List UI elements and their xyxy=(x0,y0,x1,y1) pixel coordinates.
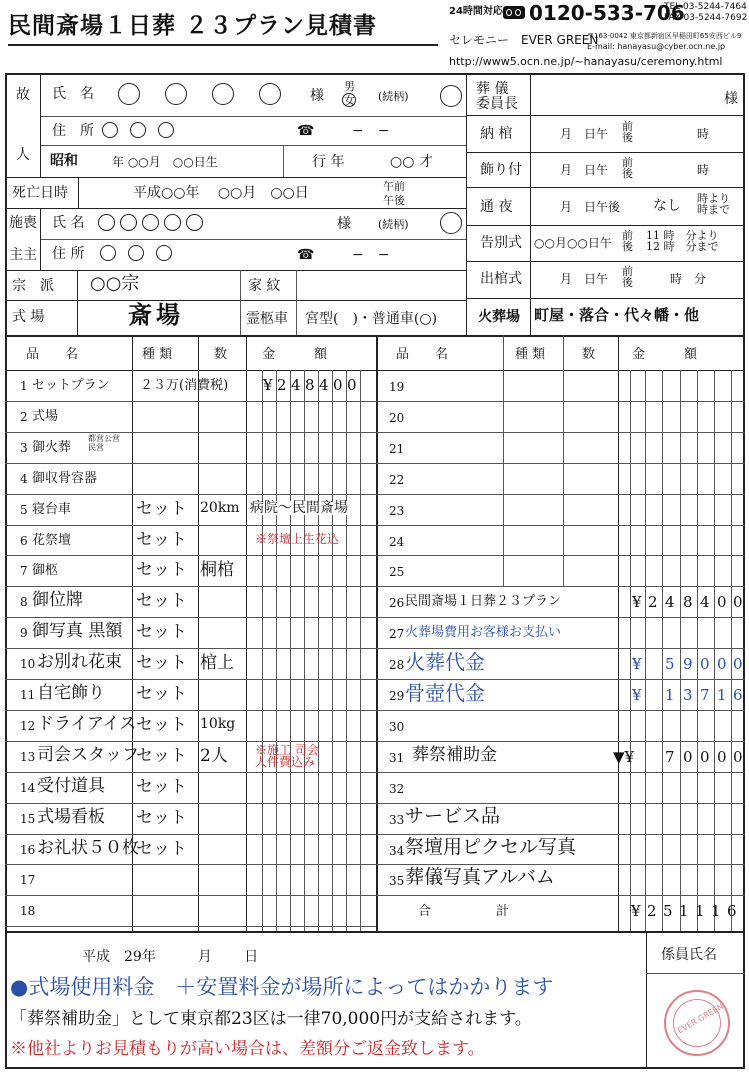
amount-digit: 1 xyxy=(717,686,727,704)
row-number: 21 xyxy=(389,441,405,456)
table-header: 数 xyxy=(582,347,596,362)
company-url: http://www5.ocn.ne.jp/~hanayasu/ceremony.html xyxy=(449,55,723,68)
digit-column-line xyxy=(714,370,715,931)
amount-digit: 8 xyxy=(683,593,693,612)
table-row-line xyxy=(376,617,745,618)
item-name: 御火葬 xyxy=(32,439,72,455)
total-digit: ¥ xyxy=(631,902,641,921)
amount-digit: 0 xyxy=(717,655,727,674)
table-bottom-border xyxy=(5,931,745,933)
digit-column-line xyxy=(697,370,698,931)
table-row-line xyxy=(5,525,376,526)
chief-relation-circle xyxy=(440,212,462,234)
row-number: 16 xyxy=(20,842,36,857)
table-column-line xyxy=(246,335,247,931)
row-number: 8 xyxy=(20,595,28,610)
digit-column-line xyxy=(360,370,361,931)
committee-sama: 様 xyxy=(724,91,738,107)
table-row-line xyxy=(376,555,745,556)
table-top-border xyxy=(5,335,745,337)
currency-sign: ¥ xyxy=(632,593,642,612)
crest-label: 家 紋 xyxy=(248,278,281,294)
digit-column-line xyxy=(276,370,277,931)
total-digit: 2 xyxy=(647,902,657,921)
birth-date: 年 ○○月 ○○日生 xyxy=(112,155,218,169)
row-number: 2 xyxy=(20,409,28,424)
row-number: 6 xyxy=(20,533,28,548)
table-row-line xyxy=(376,401,745,402)
amount-digit: 4 xyxy=(700,593,710,612)
table-header: 品 名 xyxy=(26,347,79,362)
row-number: 30 xyxy=(389,719,405,734)
item-type: セット xyxy=(136,776,187,797)
amount-digit: 0 xyxy=(333,376,343,394)
table-row-line xyxy=(5,772,376,773)
item-name: 御位牌 xyxy=(32,590,83,611)
item-type: セット xyxy=(136,498,187,519)
currency-sign: ¥ xyxy=(632,686,642,704)
digit-column-line xyxy=(332,370,333,931)
schedule-ampm: 前 後 xyxy=(622,229,633,253)
digit-column-line xyxy=(304,370,305,931)
estimate-date: 平成 29年 月 日 xyxy=(82,949,259,965)
item-name: 葬儀写真アルバム xyxy=(405,866,555,889)
amount-digit: 0 xyxy=(717,747,727,766)
amount-digit: 4 xyxy=(319,376,329,394)
relation-circle xyxy=(440,85,462,107)
row-number: 27 xyxy=(389,627,405,642)
item-name: 自宅飾り xyxy=(37,683,105,703)
item-type: セット xyxy=(136,745,187,766)
total-label: 合 計 xyxy=(418,904,510,920)
amount-digit: 0 xyxy=(347,376,357,394)
gender-female: 女 xyxy=(344,94,355,107)
row-number: 1 xyxy=(20,379,28,393)
address-circle xyxy=(102,122,118,138)
footer-note-refund: ※他社よりお見積もりが高い場合は、差額分ご返金致します。 xyxy=(10,1039,485,1059)
item-type: セット xyxy=(136,653,187,674)
item-type: セット xyxy=(136,714,187,735)
item-type: セット xyxy=(136,560,187,581)
amount-digit: 0 xyxy=(700,747,710,766)
schedule-label: 納 棺 xyxy=(480,126,513,142)
amount-digit: 7 xyxy=(665,747,675,766)
row-number: 10 xyxy=(20,657,36,672)
table-row-line xyxy=(376,525,745,526)
company-stamp xyxy=(664,990,730,1056)
company-address: 〒163-0042 東京都新宿区早稲田町65安西ビル9 xyxy=(587,32,742,40)
row-number: 35 xyxy=(389,874,405,889)
phone-icon: ☎ xyxy=(297,123,315,139)
item-name: お礼状５０枚 xyxy=(37,837,139,858)
table-row-line xyxy=(5,648,376,649)
row-number: 3 xyxy=(20,440,28,455)
table-row-line xyxy=(5,494,376,495)
table-row-line xyxy=(5,926,376,927)
table-row-line xyxy=(376,864,745,865)
stamp-text: EVER GREEN xyxy=(675,1001,726,1036)
death-date: 平成○○年 ○○月 ○○日 xyxy=(133,185,309,201)
item-remark: ※祭壇上生花込 xyxy=(255,531,340,546)
deceased-label: 故 xyxy=(16,87,30,103)
sama-label: 様 xyxy=(310,88,324,104)
relation-label: (続柄) xyxy=(378,90,409,103)
digit-column-line xyxy=(290,370,291,931)
committee-label: 葬 儀 委員長 xyxy=(476,81,518,112)
company-email: E-mail: hanayasu@cyber.ocn.ne.jp xyxy=(587,42,726,51)
row-number: 33 xyxy=(389,812,405,827)
amount-digit: 8 xyxy=(305,376,315,394)
item-name: 受付道具 xyxy=(37,775,105,796)
digit-column-line xyxy=(346,370,347,931)
row-number: 31 xyxy=(389,750,405,765)
item-name: 御写真 黒額 xyxy=(32,621,123,642)
hearse-value: 宮型( )・普通車(○) xyxy=(305,311,438,327)
schedule-date: 月 日午 xyxy=(560,127,609,141)
age-label: 行 年 xyxy=(312,154,345,170)
item-qty: 2人 xyxy=(200,745,228,766)
item-name: 司会スタッフ xyxy=(37,744,139,765)
name-circle xyxy=(259,83,281,105)
amount-digit: 3 xyxy=(683,686,693,704)
table-row-line xyxy=(376,463,745,464)
row-number: 7 xyxy=(20,564,28,579)
row-number: 19 xyxy=(389,380,405,394)
title-underline xyxy=(8,44,438,46)
row-number: 32 xyxy=(389,781,405,796)
table-row-line xyxy=(376,679,745,680)
table-row-line xyxy=(5,834,376,835)
item-name: 式場 xyxy=(32,408,59,424)
row-number: 22 xyxy=(389,472,405,487)
row-number: 12 xyxy=(20,718,36,733)
amount-digit: 1 xyxy=(665,686,675,704)
item-name: お別れ花束 xyxy=(37,652,122,673)
address-circle xyxy=(158,122,174,138)
chief-phone-dash: − − xyxy=(352,247,390,263)
item-name: 御収骨容器 xyxy=(32,470,98,486)
footer-note-venue-fee: ●式場使用料金 ＋安置料金が場所によってはかかります xyxy=(10,975,554,999)
venue-value: 斎場 xyxy=(128,300,184,329)
digit-column-line xyxy=(645,370,646,931)
table-header-line xyxy=(5,370,376,371)
item-name: セットプラン xyxy=(32,378,110,393)
amount-digit: 6 xyxy=(733,686,743,704)
item-qty: 桐棺 xyxy=(200,560,234,581)
item-type: セット xyxy=(136,529,187,550)
table-row-line xyxy=(5,432,376,433)
fax-number: FAX 03-5244-7692 xyxy=(664,13,748,23)
table-row-line xyxy=(376,895,745,896)
table-row-line xyxy=(376,432,745,433)
chief-name-label: 氏 名 xyxy=(52,215,85,231)
item-name: 御柩 xyxy=(32,563,59,579)
table-row-line xyxy=(376,772,745,773)
table-row-line xyxy=(5,741,376,742)
pm-label: 午後 xyxy=(383,194,405,207)
amount-digit: 0 xyxy=(717,593,727,612)
item-type: セット xyxy=(136,807,187,828)
amount-digit: 2 xyxy=(648,593,658,612)
schedule-time: 時 xyxy=(697,163,710,177)
digit-column-line xyxy=(262,370,263,931)
digit-column-line xyxy=(630,370,631,931)
row-number: 13 xyxy=(20,749,36,764)
table-row-line xyxy=(376,494,745,495)
amount-digit: 5 xyxy=(665,655,675,674)
gender-male: 男 xyxy=(344,80,355,93)
total-digit: 1 xyxy=(679,902,689,921)
death-label: 死亡日時 xyxy=(12,185,68,201)
name-label: 氏 名 xyxy=(52,86,94,102)
chief-sama: 様 xyxy=(337,216,351,232)
amount-digit: 9 xyxy=(683,655,693,674)
staff-label: 係員氏名 xyxy=(661,947,717,963)
table-header: 金 額 xyxy=(262,347,328,362)
total-digit: 6 xyxy=(727,902,737,921)
hours-label: 24時間対応 xyxy=(449,6,503,17)
row-number: 23 xyxy=(389,503,405,518)
table-header: 品 名 xyxy=(396,347,449,362)
item-type: セット xyxy=(136,591,187,612)
item-type: ２３万(消費税) xyxy=(140,378,229,393)
amount-digit: 0 xyxy=(683,747,693,766)
table-row-line xyxy=(5,679,376,680)
item-route: 病院〜民間斎場 xyxy=(250,499,348,516)
row-number: 20 xyxy=(389,410,405,425)
total-digit: 1 xyxy=(711,902,721,921)
table-column-line xyxy=(618,335,619,931)
table-row-line xyxy=(5,803,376,804)
schedule-ampm: 前 後 xyxy=(622,265,633,289)
schedule-ampm: 前 後 xyxy=(622,156,633,180)
item-name: 祭壇用ピクセル写真 xyxy=(405,835,577,858)
table-row-line xyxy=(376,741,745,742)
schedule-time: 11 時 分より 12 時 分まで xyxy=(646,229,719,253)
row-number: 15 xyxy=(20,811,36,826)
tel-number: TEL 03-5244-7464 xyxy=(664,2,747,12)
address-circle xyxy=(130,122,146,138)
amount-digit: 2 xyxy=(277,376,287,394)
info-divider xyxy=(466,73,467,335)
schedule-none: なし xyxy=(653,198,681,214)
table-header: 金 額 xyxy=(632,347,698,362)
row-number: 26 xyxy=(389,596,405,611)
name-circle xyxy=(212,83,234,105)
schedule-date: ○○月○○日午 xyxy=(534,236,612,250)
schedule-time: 時 分 xyxy=(670,272,707,286)
row-number: 34 xyxy=(389,843,405,858)
table-row-line xyxy=(5,401,376,402)
amount-digit: 7 xyxy=(700,686,710,704)
chief-address-label: 住 所 xyxy=(52,246,85,262)
table-header: 数 xyxy=(214,347,228,362)
table-row-line xyxy=(5,710,376,711)
table-column-line xyxy=(563,335,564,586)
item-name: 葬祭補助金 xyxy=(412,744,497,765)
freedial-number: 0120-533-706 xyxy=(529,1,685,25)
person-label: 人 xyxy=(16,147,30,163)
table-row-line xyxy=(376,803,745,804)
schedule-label: 告別式 xyxy=(480,235,522,251)
table-row-line xyxy=(5,555,376,556)
amount-digit: 4 xyxy=(665,593,675,612)
item-type: セット xyxy=(136,684,187,704)
currency-sign: ▼¥ xyxy=(613,747,635,766)
schedule-ampm: 前 後 xyxy=(622,120,633,144)
item-type: セット xyxy=(136,838,187,859)
hearse-label: 霊柩車 xyxy=(246,311,288,327)
footer-note-subsidy: 「葬祭補助金」として東京都23区は一律70,000円が支給されます。 xyxy=(10,1009,532,1029)
name-circle xyxy=(118,83,140,105)
crematorium-value: 町屋・落合・代々幡・他 xyxy=(534,306,700,324)
table-row-line xyxy=(376,834,745,835)
venue-label: 式 場 xyxy=(12,309,45,325)
currency-sign: ¥ xyxy=(632,655,642,674)
row-number: 14 xyxy=(20,780,36,795)
item-name: 花祭壇 xyxy=(32,532,72,548)
schedule-label: 出棺式 xyxy=(480,271,522,287)
chief-relation: (続柄) xyxy=(378,218,409,231)
item-name: 式場看板 xyxy=(37,806,105,827)
schedule-label: 飾り付 xyxy=(480,162,522,178)
item-remark: ※施工 司会 人件費込み xyxy=(255,742,319,770)
row-number: 25 xyxy=(389,565,405,580)
row-number: 24 xyxy=(389,534,405,549)
address-label: 住 所 xyxy=(52,123,94,139)
digit-column-line xyxy=(731,370,732,931)
row-number: 18 xyxy=(20,904,36,919)
amount-digit: 0 xyxy=(733,655,743,674)
table-header: 種 類 xyxy=(515,347,546,362)
amount-digit: 0 xyxy=(733,747,743,766)
item-type: セット xyxy=(136,622,187,643)
table-column-line xyxy=(503,335,504,586)
row-number: 11 xyxy=(20,688,36,702)
phone-dash: − − xyxy=(352,123,390,139)
item-name: 火葬場費用お客様お支払い xyxy=(405,625,562,641)
table-header: 種 類 xyxy=(142,347,173,362)
item-qty: 10kg xyxy=(200,715,236,732)
amount-digit: 0 xyxy=(700,655,710,674)
sect-label: 宗 派 xyxy=(12,278,54,294)
total-digit: 1 xyxy=(695,902,705,921)
chief-label-1: 施喪 xyxy=(9,215,37,231)
schedule-date: 月 日午 xyxy=(560,272,609,286)
item-qty: 20km xyxy=(200,499,240,516)
sect-value: ○○宗 xyxy=(90,273,140,294)
age-value: ○○ 才 xyxy=(390,154,433,170)
table-center-divider xyxy=(376,335,378,931)
digit-column-line xyxy=(318,370,319,931)
amount-digit: 0 xyxy=(733,593,743,612)
item-name: 骨壺代金 xyxy=(405,681,485,705)
schedule-time: 時より 時まで xyxy=(697,192,730,216)
item-name: 寝台車 xyxy=(32,501,72,517)
item-note: 都営公営 民営 xyxy=(88,433,120,452)
schedule-date: 月 日午 xyxy=(560,163,609,177)
company-name: セレモニー EVER GREEN xyxy=(449,33,599,47)
table-row-line xyxy=(5,463,376,464)
am-label: 午前 xyxy=(383,180,405,193)
digit-column-line xyxy=(662,370,663,931)
table-row-line xyxy=(376,586,745,587)
row-number: 5 xyxy=(20,502,28,517)
gender-circle xyxy=(342,93,356,107)
item-qty: 棺上 xyxy=(200,653,234,674)
freedial-icon xyxy=(503,6,525,19)
table-row-line xyxy=(5,617,376,618)
amount-digit: 4 xyxy=(291,376,301,394)
crematorium-label: 火葬場 xyxy=(478,309,520,325)
total-digit: 5 xyxy=(663,902,673,921)
row-number: 4 xyxy=(20,471,28,486)
table-row-line xyxy=(376,710,745,711)
page-title: 民間斎場１日葬 ２３プラン見積書 xyxy=(8,12,378,39)
table-header-line xyxy=(376,370,745,371)
row-number: 17 xyxy=(20,873,36,888)
schedule-label: 通 夜 xyxy=(480,199,513,215)
item-name: 火葬代金 xyxy=(405,650,485,675)
item-name: 民間斎場１日葬２３プラン xyxy=(405,594,562,610)
name-circle xyxy=(165,83,187,105)
schedule-time: 時 xyxy=(697,127,710,141)
digit-column-line xyxy=(680,370,681,931)
table-row-line xyxy=(5,586,376,587)
amount-digit: ¥ xyxy=(263,376,273,394)
item-name: ドライアイス xyxy=(37,713,137,734)
item-name: サービス品 xyxy=(405,804,501,827)
chief-label-2: 主主 xyxy=(9,247,37,263)
chief-phone-icon: ☎ xyxy=(297,247,315,263)
schedule-date: 月 日午後 xyxy=(560,200,621,214)
row-number: 9 xyxy=(20,626,28,641)
row-number: 28 xyxy=(389,658,405,673)
showa-label: 昭和 xyxy=(50,153,78,169)
table-row-line xyxy=(376,648,745,649)
row-number: 29 xyxy=(389,689,405,703)
table-row-line xyxy=(5,895,376,896)
table-column-line xyxy=(198,335,199,931)
table-row-line xyxy=(5,864,376,865)
